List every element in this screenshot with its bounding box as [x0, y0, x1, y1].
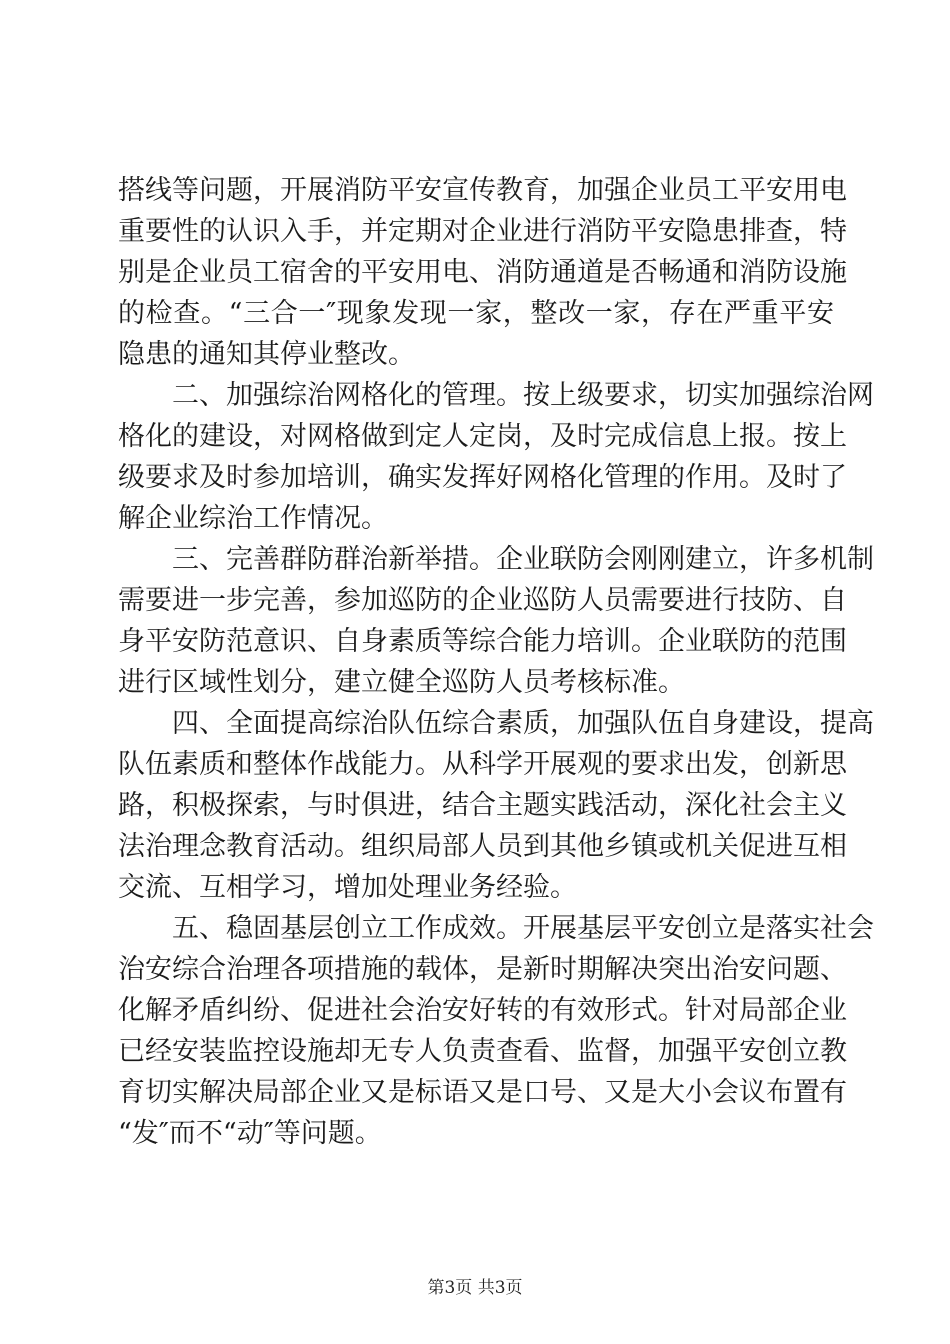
- text-line: 已经安装监控设施却无专人负责查看、监督，加强平安创立教: [118, 1036, 847, 1067]
- paragraph-3: [118, 539, 874, 703]
- text-line: 身平安防范意识、自身素质等综合能力培训。企业联防的范围: [118, 626, 847, 657]
- page-number-footer: 第3页 共3页: [427, 1278, 523, 1298]
- text-line: 级要求及时参加培训，确实发挥好网格化管理的作用。及时了: [118, 462, 847, 493]
- text-line: 化解矛盾纠纷、促进社会治安好转的有效形式。针对局部企业: [118, 995, 847, 1026]
- paragraph-5: [118, 908, 874, 1154]
- text-line: 路，积极探索，与时俱进，结合主题实践活动，深化社会主义: [118, 790, 847, 821]
- text-line: 交流、互相学习，增加处理业务经验。: [118, 872, 577, 903]
- text-line: 育切实解决局部企业又是标语又是口号、又是大小会议布置有: [118, 1077, 847, 1108]
- text-line: 格化的建设，对网格做到定人定岗，及时完成信息上报。按上: [118, 421, 847, 452]
- document-body: [118, 170, 874, 1154]
- text-line: 二、加强综治网格化的管理。按上级要求，切实加强综治网: [172, 380, 874, 411]
- text-line: 隐患的通知其停业整改。: [118, 339, 415, 370]
- text-line: 搭线等问题，开展消防平安宣传教育，加强企业员工平安用电: [118, 175, 847, 206]
- text-line: 队伍素质和整体作战能力。从科学开展观的要求出发，创新思: [118, 749, 847, 780]
- text-line: 法治理念教育活动。组织局部人员到其他乡镇或机关促进互相: [118, 831, 847, 862]
- text-line: 的检查。“三合一″现象发现一家，整改一家，存在严重平安: [118, 298, 834, 329]
- text-line: 五、稳固基层创立工作成效。开展基层平安创立是落实社会: [172, 913, 874, 944]
- text-line: 进行区域性划分，建立健全巡防人员考核标准。: [118, 667, 685, 698]
- text-line: 需要进一步完善，参加巡防的企业巡防人员需要进行技防、自: [118, 585, 847, 616]
- text-line: 重要性的认识入手，并定期对企业进行消防平安隐患排查，特: [118, 216, 847, 247]
- text-line: 三、完善群防群治新举措。企业联防会刚刚建立，许多机制: [172, 544, 874, 575]
- text-line: 别是企业员工宿舍的平安用电、消防通道是否畅通和消防设施: [118, 257, 847, 288]
- paragraph-continuation: [118, 170, 847, 375]
- paragraph-4: [118, 703, 874, 908]
- text-line: 治安综合治理各项措施的载体，是新时期解决突出治安问题、: [118, 954, 847, 985]
- paragraph-2: [118, 375, 874, 539]
- text-line: 解企业综治工作情况。: [118, 503, 388, 534]
- text-line: 四、全面提高综治队伍综合素质，加强队伍自身建设，提高: [172, 708, 874, 739]
- text-line: “发″而不“动″等问题。: [118, 1118, 382, 1149]
